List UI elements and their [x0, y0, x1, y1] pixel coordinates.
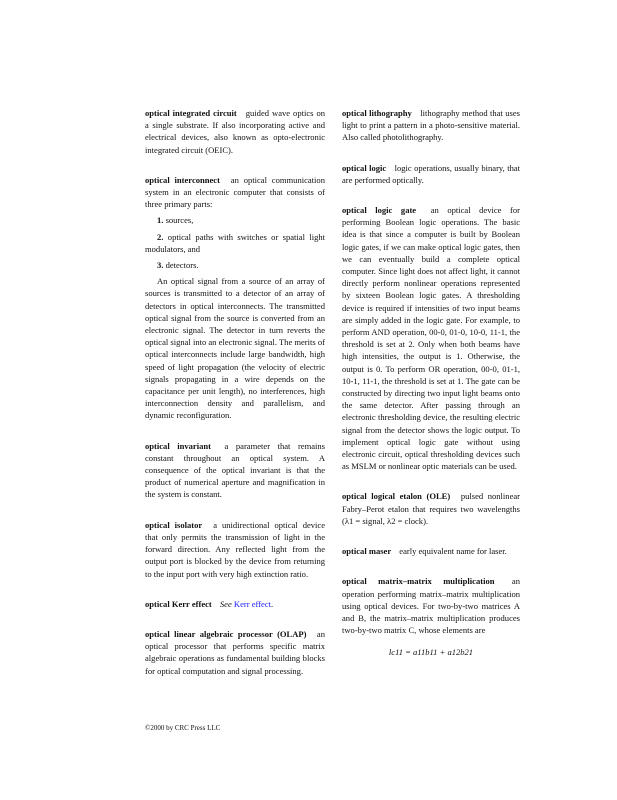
glossary-entry [145, 174, 325, 422]
entry-definition: pulsed nonlinear Fabry–Perot etalon that requires two wavelengths (λ1 = signal, λ2 = clock). [342, 491, 520, 526]
list-number: 1. [157, 215, 164, 226]
list-number: 2. [157, 231, 164, 242]
entry-definition: an optical communication system in an electronic computer that consists of three primary parts: [145, 174, 325, 210]
copyright-footer: ©2000 by CRC Press LLC [145, 724, 221, 732]
entry-term: optical logical etalon (OLE) [342, 491, 451, 502]
entry-term: optical logic gate [342, 205, 417, 216]
entry-definition: an optical device for performing Boolean logic operations. The basic idea is that since a computer is built by Boolean logic gates, if we can make optical logic gates, then we can eventually build a complete optical computer. Since light does not affect light, it cannot directly perform nonlinear operations represented by sixteen Boolean logic gates. A thresholding device is required if intensities of two input beams are simply added in the logic gate. For example, to perform AND operation, 00-0, 01-0, 10-0, 11-1, the threshold is set at 2. Only when both beams have high intensities, the output is 1. Otherwise, the output is 0. To perform OR operation, 00-0, 01-1, 10-1, 11-1, the threshold is set at 1. The gate can be constructed by directing two input light beams onto the same detector. After passing through an electronic thresholding device, the resulting electric signal from the detector shows the logic output. To implement optical logic gate without using electronic circuit, optical thresholding devices such as MSLM or nonlinear optic materials can be used. [342, 205, 520, 472]
parts-list [145, 214, 325, 271]
list-item [145, 214, 325, 226]
see-reference [220, 599, 273, 609]
glossary-entry [342, 107, 520, 144]
left-column [145, 107, 325, 695]
glossary-entry [342, 162, 520, 186]
entry-term: optical isolator [145, 519, 203, 530]
entry-paragraph: An optical signal from a source of an array of sources is transmitted to a detector of an array of detectors in optical interconnects. The transmitted optical signal from the source is converted from an electronic signal. The detector in turn reverts the optical signal into an electronic signal. The merits of optical interconnects include large bandwidth, high speed of light propagation (the velocity of electric signals propagating in a wire depends on the capacitance per unit length), no interferences, high interconnection density and parallelism, and dynamic reconfiguration. [145, 276, 325, 421]
list-item [145, 259, 325, 271]
entry-definition: lithography method that uses light to print a pattern in a photo-sensitive material. Also called photolithography. [342, 108, 520, 143]
entry-definition: a parameter that remains constant throughout an optical system. A consequence of the optical invariant is that the product of numerical aperture and magnification in the system is constant. [145, 440, 326, 500]
glossary-entry [145, 107, 325, 156]
glossary-entry [342, 545, 520, 557]
see-label: See [219, 598, 232, 609]
glossary-entry [145, 440, 325, 501]
glossary-entry [145, 519, 325, 580]
glossary-entry [145, 628, 325, 677]
formula: lc11 = a11b11 + a12b21 [388, 647, 474, 658]
entry-definition: guided wave optics on a single substrate. If also incorporating active and electrical devices, also known as opto-electronic integrated circuit (OEIC). [145, 108, 326, 155]
entry-term: optical logic [342, 162, 387, 173]
list-number: 3. [157, 260, 164, 271]
entry-definition: logic operations, usually binary, that are performed optically. [342, 162, 521, 185]
glossary-entry [145, 598, 325, 610]
kerr-effect-link[interactable]: Kerr effect [233, 598, 272, 609]
glossary-entry [342, 575, 520, 658]
entry-term: optical maser [342, 546, 392, 557]
entry-definition: an operation performing matrix–matrix multiplication using optical devices. For two-by-two matrices A and B, the matrix–matrix multiplication produces two-by-two matrix C, whose elements are [342, 576, 520, 636]
list-text: detectors. [165, 260, 199, 271]
list-item [145, 231, 325, 255]
list-text: sources, [165, 215, 194, 226]
entry-term: optical interconnect [145, 174, 220, 185]
list-text: optical paths with switches or spatial light modulators, and [145, 231, 325, 254]
entry-term: optical invariant [145, 440, 211, 451]
glossary-entry [342, 204, 520, 472]
glossary-entry [342, 490, 520, 527]
see-tail: . [271, 598, 274, 609]
entry-definition: early equivalent name for laser. [399, 546, 507, 557]
right-column [342, 107, 520, 677]
entry-term: optical linear algebraic processor (OLAP) [145, 628, 307, 639]
entry-term: optical integrated circuit [145, 108, 237, 118]
entry-definition: an optical processor that performs specific matrix algebraic operations as fundamental building blocks for optical computation and signal processing. [145, 628, 325, 676]
entry-term: optical lithography [342, 108, 412, 118]
entry-term: optical Kerr effect [145, 598, 212, 609]
entry-term: optical matrix–matrix multiplication [342, 576, 495, 587]
entry-definition: a unidirectional optical device that only permits the transmission of light in the forward direction. Any reflected light from the output port is blocked by the device from returning to the input port with very high extinction ratio. [145, 519, 325, 579]
